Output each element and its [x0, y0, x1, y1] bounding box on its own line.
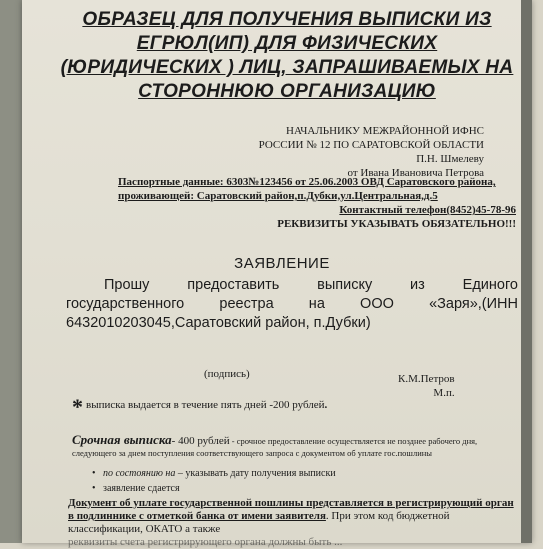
statement-heading: ЗАЯВЛЕНИЕ	[234, 255, 330, 272]
wall-frame-right	[521, 0, 532, 543]
bullet-italic: по состоянию на	[103, 468, 176, 479]
urgent-note	[72, 434, 518, 459]
statement-line: Прошу предоставить выписку из Единого	[104, 277, 518, 293]
wall-frame-left	[0, 0, 22, 543]
statement-line: 6432010203045,Саратовский район, п.Дубки)	[66, 315, 371, 331]
urgent-title: Срочная выписка	[72, 432, 172, 447]
passport-line: Паспортные данные: 6303№123456 от 25.06.2003 ОВД Саратовского района,	[118, 176, 496, 188]
list-item: • по состоянию на – указывать дату получения выписки	[92, 468, 336, 479]
urgent-text: - срочное предоставление осуществляется не позднее рабочего дня, следующего за днем поступления соответствующего запроса с документом об уплате гос.пошлины	[72, 436, 478, 458]
statement-line: государственного реестра на ООО «Заря»,(ИНН	[66, 296, 518, 312]
addressee-line: П.Н. Шмелеву	[416, 153, 484, 165]
title-line: ЕГРЮЛ(ИП) ДЛЯ ФИЗИЧЕСКИХ	[136, 33, 438, 54]
residence-line: проживающей: Саратовский район,п.Дубки,ул.Центральная,д.5	[118, 190, 438, 202]
phone-line: Контактный телефон(8452)45-78-96	[339, 204, 516, 216]
title-line: СТОРОННЮЮ ОРГАНИЗАЦИЮ	[138, 81, 436, 102]
payment-note-rest: . При этом код бюджетной классификации, ОКАТО а также	[68, 510, 450, 535]
payment-note-tail: реквизиты счета регистрирующего органа должны быть ...	[68, 536, 343, 548]
signature-block	[398, 372, 455, 400]
signature-label: (подпись)	[204, 368, 250, 380]
title-line: ОБРАЗЕЦ ДЛЯ ПОЛУЧЕНИЯ ВЫПИСКИ ИЗ	[82, 9, 492, 30]
addressee-block	[224, 124, 484, 180]
signer-name: К.М.Петров	[398, 373, 455, 385]
addressee-line: от Ивана Ивановича Петрова	[347, 167, 484, 179]
bullet-text: – указывать дату получения выписки	[175, 468, 336, 479]
urgent-price: - 400 рублей	[171, 435, 230, 447]
asterisk-icon: *	[72, 394, 83, 419]
title-line: (ЮРИДИЧЕСКИХ ) ЛИЦ, ЗАПРАШИВАЕМЫХ НА	[60, 57, 514, 78]
issue-note: * выписка выдается в течение пять дней -200 рублей.	[72, 394, 328, 419]
document-title	[52, 8, 522, 104]
stamp-place: М.п.	[433, 387, 455, 399]
bullet-list	[92, 466, 336, 496]
payment-note-bold: Документ об уплате государственной пошлины представляется в регистрирующий орган в подлиннике с отметкой банка от имени заявителя	[68, 497, 514, 522]
statement-body	[66, 276, 518, 333]
addressee-line: РОССИИ № 12 ПО САРАТОВСКОЙ ОБЛАСТИ	[258, 139, 484, 151]
bullet-text: заявление сдается	[103, 483, 180, 494]
payment-document-note	[68, 497, 520, 549]
issue-note-text: выписка выдается в течение пять дней -200 рублей	[86, 399, 325, 411]
passport-block	[118, 175, 516, 231]
requisites-warning: РЕКВИЗИТЫ УКАЗЫВАТЬ ОБЯЗАТЕЛЬНО!!!	[277, 218, 516, 230]
list-item: • заявление сдается	[92, 483, 180, 494]
document-sheet	[22, 0, 532, 548]
addressee-line: НАЧАЛЬНИКУ МЕЖРАЙОННОЙ ИФНС	[286, 125, 484, 137]
